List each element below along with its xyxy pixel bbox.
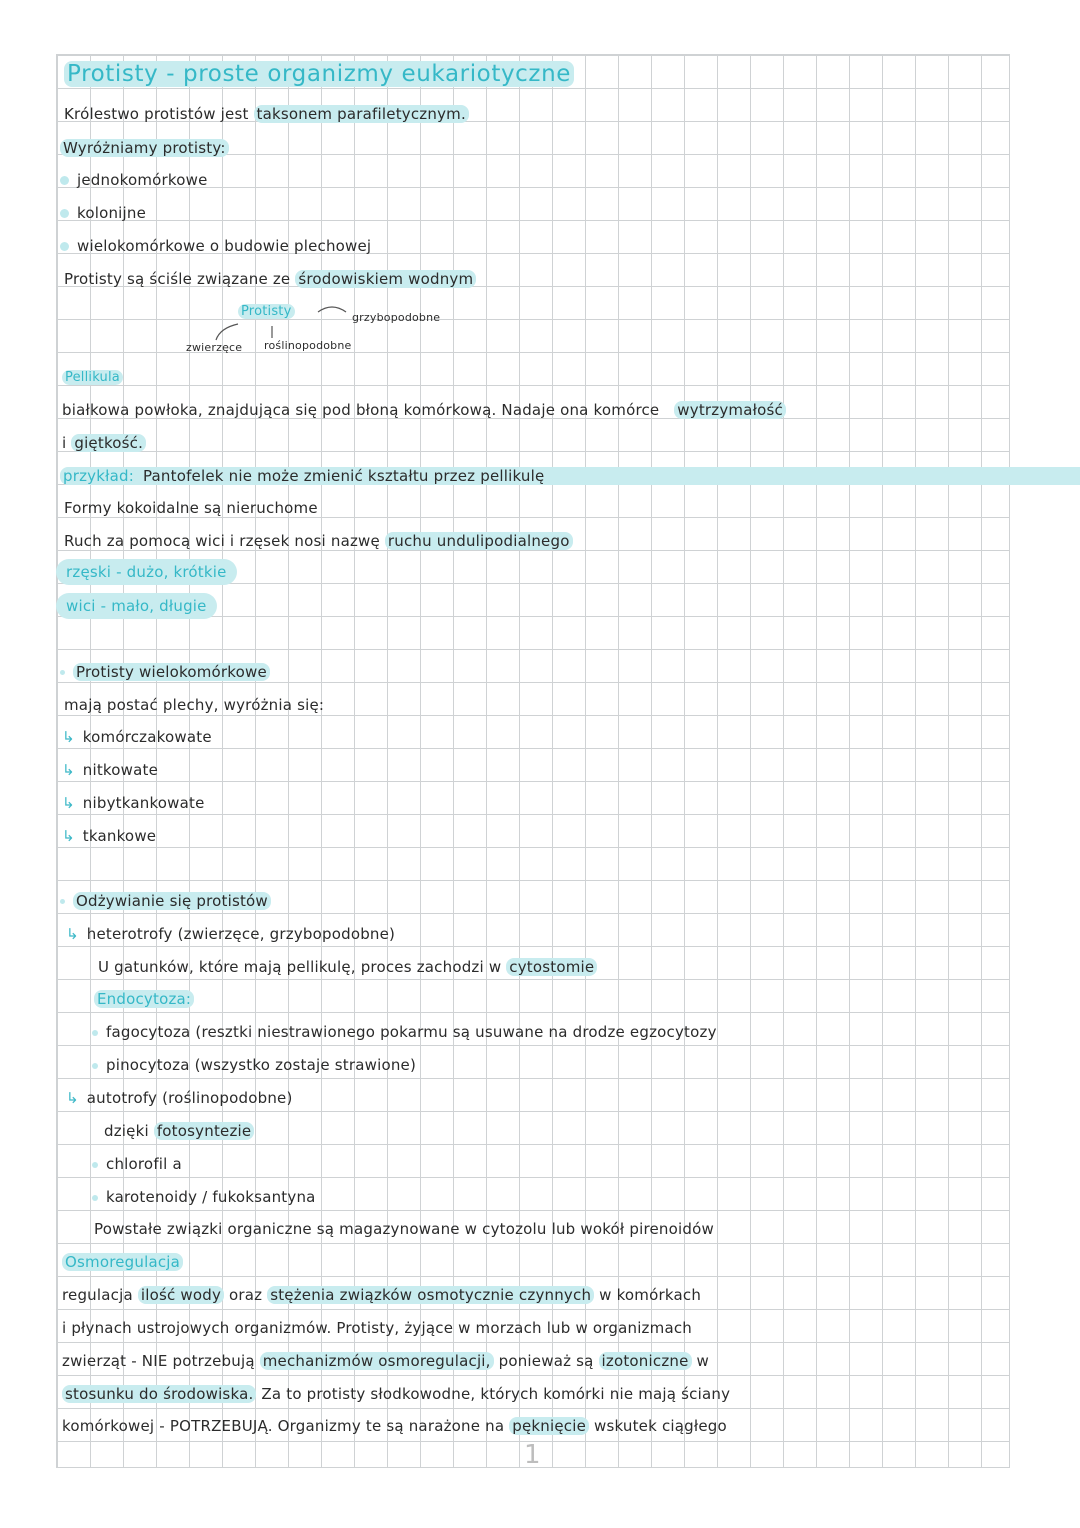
graph-paper: [56, 54, 1010, 1468]
bullet-icon: [92, 1063, 98, 1069]
osmoregulation-line: stosunku do środowiska. Za to protisty słodkowodne, których komórki nie mają ściany: [62, 1384, 730, 1404]
bullet-icon: [92, 1195, 98, 1201]
list-item: wielokomórkowe o budowie plechowej: [60, 236, 371, 256]
list-item: pinocytoza (wszystko zostaje strawione): [92, 1055, 416, 1075]
list-item: chlorofil a: [92, 1154, 182, 1174]
multicellular-intro: mają postać plechy, wyróżnia się:: [64, 696, 325, 714]
list-item: karotenoidy / fukoksantyna: [92, 1187, 316, 1207]
intro-line: Królestwo protistów jest taksonem parafiletycznym.: [64, 104, 469, 124]
list-item: ↳ nibytkankowate: [62, 794, 205, 812]
osmoregulation-heading: Osmoregulacja: [62, 1252, 183, 1272]
photosynthesis-line: dzięki fotosyntezie: [104, 1121, 254, 1141]
endocytosis-heading: Endocytoza:: [94, 989, 194, 1009]
diagram-center: Protisty: [238, 302, 295, 322]
return-arrow-icon: ↳: [66, 1089, 79, 1107]
pellicle-line: i giętkość.: [62, 433, 146, 453]
return-arrow-icon: ↳: [62, 728, 75, 746]
forms-line: Formy kokoidalne są nieruchome: [64, 499, 318, 517]
arrow-right-icon: [318, 307, 346, 312]
diagram-down: roślinopodobne: [264, 339, 352, 352]
list-item: fagocytoza (resztki niestrawionego pokarmu są usuwane na drodze egzocytozy: [92, 1022, 717, 1042]
bullet-icon: [60, 670, 65, 675]
heterotrophs-line: ↳ heterotrofy (zwierzęce, grzybopodobne): [66, 925, 396, 943]
movement-line: Ruch za pomocą wici i rzęsek nosi nazwę ruchu undulipodialnego: [64, 531, 573, 551]
return-arrow-icon: ↳: [62, 794, 75, 812]
flagella-note: wici - mało, długie: [56, 596, 217, 616]
diagram-left: zwierzęce: [186, 341, 243, 354]
return-arrow-icon: ↳: [66, 925, 79, 943]
return-arrow-icon: ↳: [62, 761, 75, 779]
list-item: jednokomórkowe: [60, 170, 208, 190]
bullet-icon: [60, 899, 65, 904]
pellicle-heading: Pellikula: [62, 368, 123, 388]
nutrition-heading: Odżywianie się protistów: [60, 891, 271, 911]
pellicle-line: białkowa powłoka, znajdująca się pod błoną komórkową. Nadaje ona komórce wytrzymałość: [62, 400, 786, 420]
storage-line: Powstałe związki organiczne są magazynowane w cytozolu lub wokół pirenoidów: [94, 1220, 714, 1238]
bullet-icon: [92, 1030, 98, 1036]
wyrozniamy-heading: Wyróżniamy protisty:: [60, 138, 229, 158]
bullet-icon: [60, 176, 69, 185]
list-item: ↳ nitkowate: [62, 761, 159, 779]
pellicle-species-line: U gatunków, które mają pellikulę, proces zachodzi w cytostomie: [98, 957, 597, 977]
page-number: 1: [524, 1440, 541, 1470]
osmoregulation-line: regulacja ilość wody oraz stężenia związków osmotycznie czynnych w komórkach: [62, 1286, 702, 1304]
example-line: przykład: Pantofelek nie może zmienić kształtu przez pellikulę: [60, 466, 1080, 486]
water-line: Protisty są ściśle związane ze środowiskiem wodnym: [64, 269, 476, 289]
list-item: ↳ tkankowe: [62, 827, 157, 845]
page-title: Protisty - proste organizmy eukariotyczne: [64, 64, 574, 84]
list-item: ↳ komórczakowate: [62, 728, 212, 746]
diagram-right: grzybopodobne: [352, 311, 441, 324]
bullet-icon: [60, 209, 69, 218]
osmoregulation-line: komórkowej - POTRZEBUJĄ. Organizmy te są narażone na pęknięcie wskutek ciągłego: [62, 1417, 727, 1435]
multicellular-heading: Protisty wielokomórkowe: [60, 662, 270, 682]
autotrophs-line: ↳ autotrofy (roślinopodobne): [66, 1089, 293, 1107]
list-item: kolonijne: [60, 203, 146, 223]
osmoregulation-line: i płynach ustrojowych organizmów. Protisty, żyjące w morzach lub w organizmach: [62, 1319, 692, 1337]
return-arrow-icon: ↳: [62, 827, 75, 845]
bullet-icon: [92, 1162, 98, 1168]
bullet-icon: [60, 242, 69, 251]
osmoregulation-line: zwierząt - NIE potrzebują mechanizmów osmoregulacji, ponieważ są izotoniczne w: [62, 1352, 709, 1370]
cilia-note: rzęski - dużo, krótkie: [56, 562, 237, 582]
